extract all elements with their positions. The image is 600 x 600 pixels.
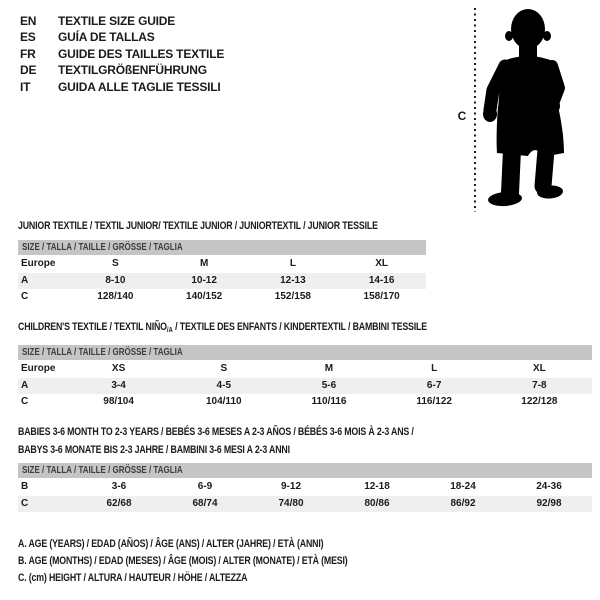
- table-cell: M: [324, 363, 334, 374]
- table-row: [18, 479, 592, 496]
- table-cell: 12-18: [364, 481, 390, 492]
- table-cell: L: [431, 363, 438, 374]
- size-band-label: SIZE / TALLA / TAILLE / GRÖSSE / TAGLIA: [22, 347, 183, 358]
- table-cell: 14-16: [368, 274, 395, 286]
- height-label: C: [457, 109, 467, 123]
- table-cell: 5-6: [321, 379, 337, 391]
- lang-code: EN: [20, 14, 37, 28]
- table-cell: L: [289, 258, 296, 269]
- table-cell: 140/152: [186, 291, 223, 302]
- language-header: [20, 13, 224, 95]
- lang-row-en: [20, 13, 224, 29]
- lang-row-fr: [20, 46, 224, 62]
- lang-title: GUIDE DES TAILLES TEXTILE: [58, 46, 225, 61]
- footnote-a: [18, 536, 430, 553]
- figure-panel: [440, 0, 600, 220]
- children-table-block: [18, 345, 592, 411]
- size-band-label: SIZE / TALLA / TAILLE / GRÖSSE / TAGLIA: [22, 465, 183, 476]
- table-cell: 3-6: [111, 481, 127, 492]
- table-row: [18, 289, 426, 306]
- table-cell: 110/116: [311, 396, 347, 407]
- lang-title: TEXTILE SIZE GUIDE: [58, 14, 176, 28]
- children-title-post: / TEXTILE DES ENFANTS / KINDERTEXTIL / BAMBINI TESSILE: [172, 321, 427, 333]
- footnote-a-text: A. AGE (YEARS) / EDAD (AÑOS) / ÂGE (ANS) / ALTER (JAHRE) / ETÀ (ANNI): [18, 538, 324, 550]
- table-cell: 6-9: [197, 481, 213, 492]
- footnote-c-text: C. (cm) HEIGHT / ALTURA / HAUTEUR / HÖHE / ALTEZZA: [18, 571, 248, 584]
- lang-code: ES: [20, 30, 36, 45]
- footnote-b-text: B. AGE (MONTHS) / EDAD (MESES) / ÂGE (MOIS) / ALTER (MONATE) / ETÀ (MESI): [18, 554, 348, 567]
- row-label: C: [21, 396, 29, 407]
- lang-row-it: [20, 79, 224, 95]
- table-cell: 86/92: [450, 497, 476, 509]
- table-cell: 12-13: [280, 274, 306, 286]
- table-cell: 158/170: [363, 291, 400, 302]
- table-cell: 128/140: [97, 291, 134, 302]
- footnote-b: [18, 553, 430, 570]
- baby-silhouette: [440, 0, 600, 220]
- table-cell: 62/68: [106, 497, 132, 509]
- table-cell: 7-8: [532, 379, 547, 391]
- babies-section-title: [18, 424, 513, 459]
- table-cell: 74/80: [278, 497, 304, 509]
- babies-table-block: [18, 463, 592, 512]
- table-cell: 116/122: [416, 396, 452, 407]
- table-cell: 104/110: [205, 396, 242, 407]
- table-cell: 92/98: [536, 497, 562, 509]
- table-cell: 3-4: [111, 379, 126, 391]
- junior-size-table: [18, 256, 426, 306]
- table-cell: M: [199, 258, 209, 269]
- table-row: [18, 378, 592, 395]
- table-cell: S: [220, 363, 228, 374]
- lang-title: TEXTILGRÖßENFÜHRUNG: [58, 63, 207, 78]
- table-row: [18, 496, 592, 513]
- table-cell: 68/74: [192, 497, 218, 509]
- table-cell: 8-10: [105, 274, 126, 286]
- table-cell: 10-12: [191, 274, 217, 286]
- row-label: Europe: [21, 363, 56, 374]
- babies-title-line1-wrap: [18, 424, 513, 442]
- children-title-text: [18, 319, 427, 339]
- table-cell: S: [112, 258, 119, 269]
- table-row: [18, 256, 426, 273]
- children-size-band: [18, 345, 592, 360]
- table-row: [18, 394, 592, 411]
- table-cell: 18-24: [450, 481, 476, 492]
- table-cell: 6-7: [426, 379, 442, 391]
- junior-table-block: [18, 240, 426, 306]
- babies-size-band: [18, 463, 592, 478]
- table-cell: XL: [532, 363, 546, 374]
- children-title-pre: CHILDREN'S TEXTILE / TEXTIL NIÑO: [18, 321, 167, 333]
- lang-code: IT: [20, 79, 31, 94]
- row-label: C: [21, 291, 29, 302]
- footnotes: [18, 536, 430, 586]
- row-label: Europe: [21, 258, 56, 269]
- lang-title: GUÍA DE TALLAS: [58, 30, 155, 45]
- footnote-c: [18, 570, 430, 587]
- junior-size-band: [18, 240, 426, 255]
- children-size-table: [18, 361, 592, 411]
- row-label: C: [21, 497, 29, 509]
- babies-title-line2-wrap: [18, 442, 513, 460]
- table-row: [18, 361, 592, 378]
- children-title-subscript: /A: [166, 325, 173, 334]
- row-label: A: [21, 274, 29, 286]
- lang-code: DE: [20, 63, 37, 78]
- babies-title-line2: BABYS 3-6 MONATE BIS 2-3 JAHRE / BAMBINI 3-6 MESI A 2-3 ANNI: [18, 443, 290, 456]
- table-row: [18, 273, 426, 290]
- table-cell: XL: [375, 258, 389, 269]
- baby-silhouette-shape: [483, 9, 564, 207]
- lang-title: GUIDA ALLE TAGLIE TESSILI: [58, 79, 221, 94]
- children-section-title: [18, 319, 529, 339]
- table-cell: 98/104: [103, 396, 134, 407]
- junior-section-title: [18, 218, 468, 236]
- row-label: A: [21, 379, 29, 391]
- lang-code: FR: [20, 46, 36, 61]
- table-cell: 4-5: [216, 379, 231, 391]
- row-label: B: [21, 481, 29, 492]
- babies-size-table: [18, 479, 592, 512]
- babies-title-line1: BABIES 3-6 MONTH TO 2-3 YEARS / BEBÉS 3-6 MESES A 2-3 AÑOS / BÉBÉS 3-6 MOIS À 2-3 ANS /: [18, 426, 414, 438]
- table-cell: 122/128: [521, 396, 558, 407]
- table-cell: 9-12: [280, 481, 301, 492]
- size-band-label: SIZE / TALLA / TAILLE / GRÖSSE / TAGLIA: [22, 242, 183, 253]
- junior-title-text: JUNIOR TEXTILE / TEXTIL JUNIOR/ TEXTILE JUNIOR / JUNIORTEXTIL / JUNIOR TESSILE: [18, 220, 378, 232]
- lang-row-es: [20, 29, 224, 45]
- table-cell: 152/158: [274, 291, 311, 302]
- table-cell: 80/86: [364, 497, 390, 509]
- lang-row-de: [20, 62, 224, 78]
- table-cell: XS: [111, 363, 126, 374]
- table-cell: 24-36: [536, 481, 562, 492]
